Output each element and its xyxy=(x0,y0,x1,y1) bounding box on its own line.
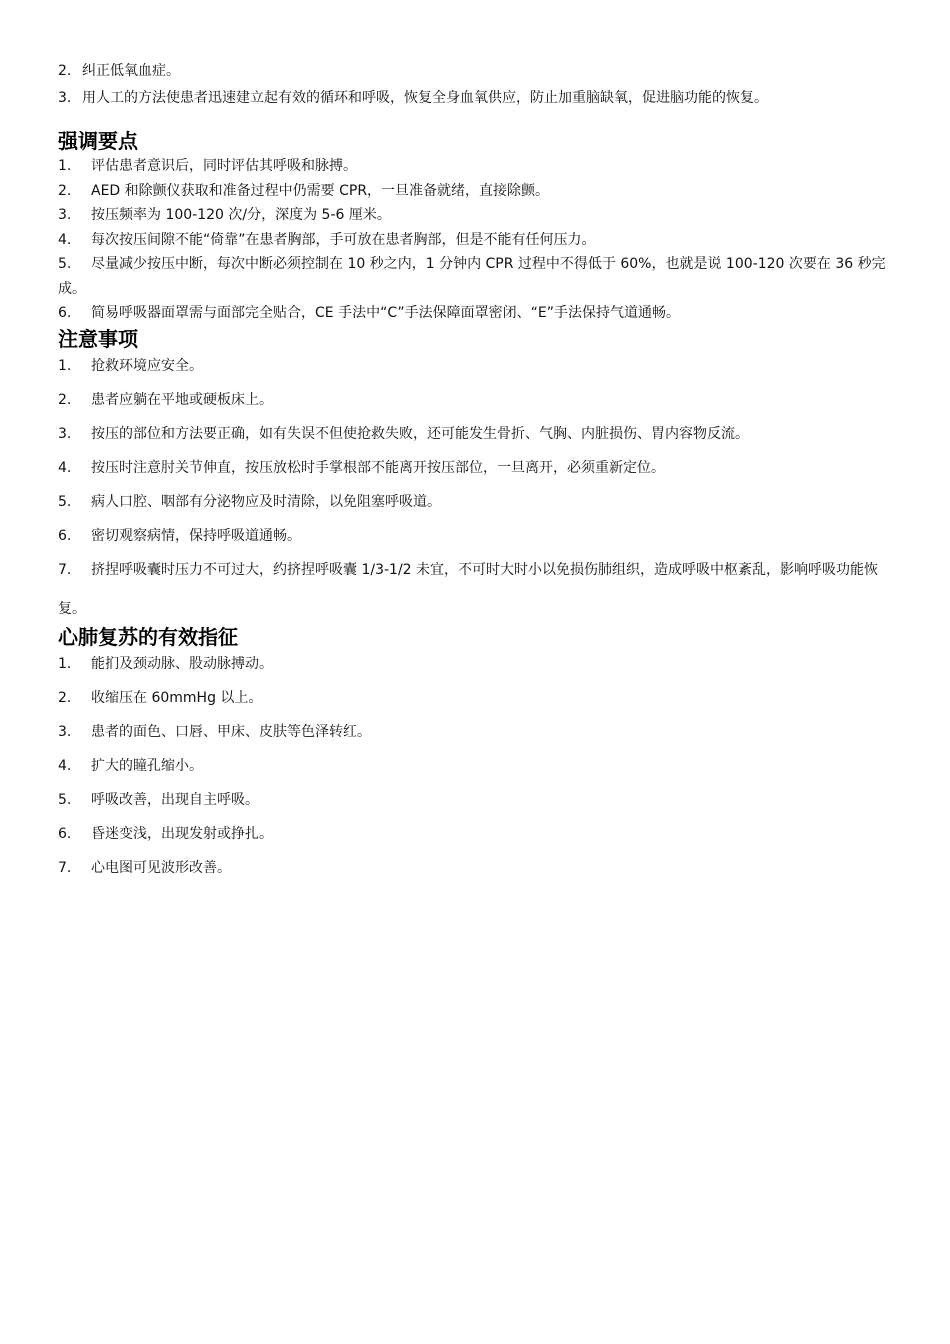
list-item xyxy=(58,356,900,390)
key-points-list xyxy=(58,154,900,326)
list-item xyxy=(58,688,900,722)
list-text: 简易呼吸器面罩需与面部完全贴合，CE 手法中“C”手法保障面罩密闭、“E”手法保持气道通畅。 xyxy=(91,305,680,321)
list-item xyxy=(58,824,900,858)
list-text: 按压频率为 100-120 次/分，深度为 5-6 厘米。 xyxy=(91,207,391,223)
list-item xyxy=(58,654,900,688)
section-heading-effective-signs: 心肺复苏的有效指征 xyxy=(58,624,238,649)
list-text: 呼吸改善，出现自主呼吸。 xyxy=(91,791,259,808)
precautions-list xyxy=(58,356,900,629)
list-number: 4. xyxy=(58,231,72,248)
list-item xyxy=(58,458,900,492)
list-text: 能扪及颈动脉、股动脉搏动。 xyxy=(91,655,273,672)
list-text: 挤捏呼吸囊时压力不可过大，约挤捏呼吸囊 1/3-1/2 未宜，不可时大时小以免损伤肺组织，造成呼吸中枢紊乱，影响呼吸功能恢复。 xyxy=(58,561,879,617)
list-item xyxy=(58,85,900,112)
list-text: 密切观察病情，保持呼吸道通畅。 xyxy=(91,527,301,544)
list-number: 7. xyxy=(58,561,72,578)
list-text: 尽量减少按压中断，每次中断必须控制在 10 秒之内，1 分钟内 CPR 过程中不得低于 60%，也就是说 100-120 次要在 36 秒完成。 xyxy=(58,256,886,297)
list-item xyxy=(58,301,900,326)
list-number: 3. xyxy=(58,723,72,740)
section-heading-key-points: 强调要点 xyxy=(58,129,138,153)
list-text: 纠正低氧血症。 xyxy=(82,63,180,79)
list-item xyxy=(58,551,900,629)
list-item xyxy=(58,424,900,458)
list-number: 6. xyxy=(58,825,72,842)
list-text: 评估患者意识后，同时评估其呼吸和脉搏。 xyxy=(91,158,357,174)
list-item xyxy=(58,154,900,179)
list-item xyxy=(58,179,900,204)
list-text: 按压时注意肘关节伸直，按压放松时手掌根部不能离开按压部位，一旦离开，必须重新定位。 xyxy=(91,459,665,476)
list-item xyxy=(58,492,900,526)
list-number: 5. xyxy=(58,493,72,510)
list-number: 4. xyxy=(58,459,72,476)
list-number: 2. xyxy=(58,391,72,408)
list-number: 6. xyxy=(58,527,72,544)
list-text: 按压的部位和方法要正确，如有失误不但使抢救失败，还可能发生骨折、气胸、内脏损伤、胃内容物反流。 xyxy=(91,425,749,442)
list-number: 2. xyxy=(58,689,72,706)
list-item xyxy=(58,756,900,790)
list-text: 病人口腔、咽部有分泌物应及时清除，以免阻塞呼吸道。 xyxy=(91,493,441,510)
list-number: 1. xyxy=(58,158,72,174)
list-number: 1. xyxy=(58,655,72,672)
list-item xyxy=(58,722,900,756)
list-number: 4. xyxy=(58,757,72,774)
list-number: 2. xyxy=(58,182,72,199)
list-item xyxy=(58,228,900,253)
list-text: 昏迷变浅，出现发射或挣扎。 xyxy=(91,825,273,842)
list-text: 心电图可见波形改善。 xyxy=(91,859,231,876)
list-number: 1. xyxy=(58,357,72,374)
list-item xyxy=(58,58,900,85)
list-number: 5. xyxy=(58,791,72,808)
list-item xyxy=(58,858,900,892)
list-text: 患者应躺在平地或硬板床上。 xyxy=(91,391,273,408)
list-item xyxy=(58,790,900,824)
list-number: 7. xyxy=(58,859,72,876)
list-number: 2. xyxy=(58,63,72,79)
section-heading-precautions: 注意事项 xyxy=(58,326,138,351)
list-item xyxy=(58,252,900,301)
list-text: 扩大的瞳孔缩小。 xyxy=(91,757,203,774)
list-item xyxy=(58,390,900,424)
list-text: AED 和除颤仪获取和准备过程中仍需要 CPR，一旦准备就绪，直接除颤。 xyxy=(91,182,550,199)
document-page xyxy=(58,58,900,892)
list-number: 6. xyxy=(58,305,72,321)
list-text: 每次按压间隙不能“倚靠”在患者胸部，手可放在患者胸部，但是不能有任何压力。 xyxy=(91,231,596,248)
list-text: 收缩压在 60mmHg 以上。 xyxy=(91,689,263,706)
list-text: 抢救环境应安全。 xyxy=(91,357,203,374)
list-number: 5. xyxy=(58,256,72,272)
list-item xyxy=(58,203,900,228)
list-text: 用人工的方法使患者迅速建立起有效的循环和呼吸，恢复全身血氧供应，防止加重脑缺氧，促进脑功能的恢复。 xyxy=(82,90,768,106)
list-number: 3. xyxy=(58,207,72,223)
list-number: 3. xyxy=(58,425,72,442)
intro-list xyxy=(58,58,900,112)
list-number: 3. xyxy=(58,90,72,106)
effective-signs-list xyxy=(58,654,900,892)
list-text: 患者的面色、口唇、甲床、皮肤等色泽转红。 xyxy=(91,723,371,740)
